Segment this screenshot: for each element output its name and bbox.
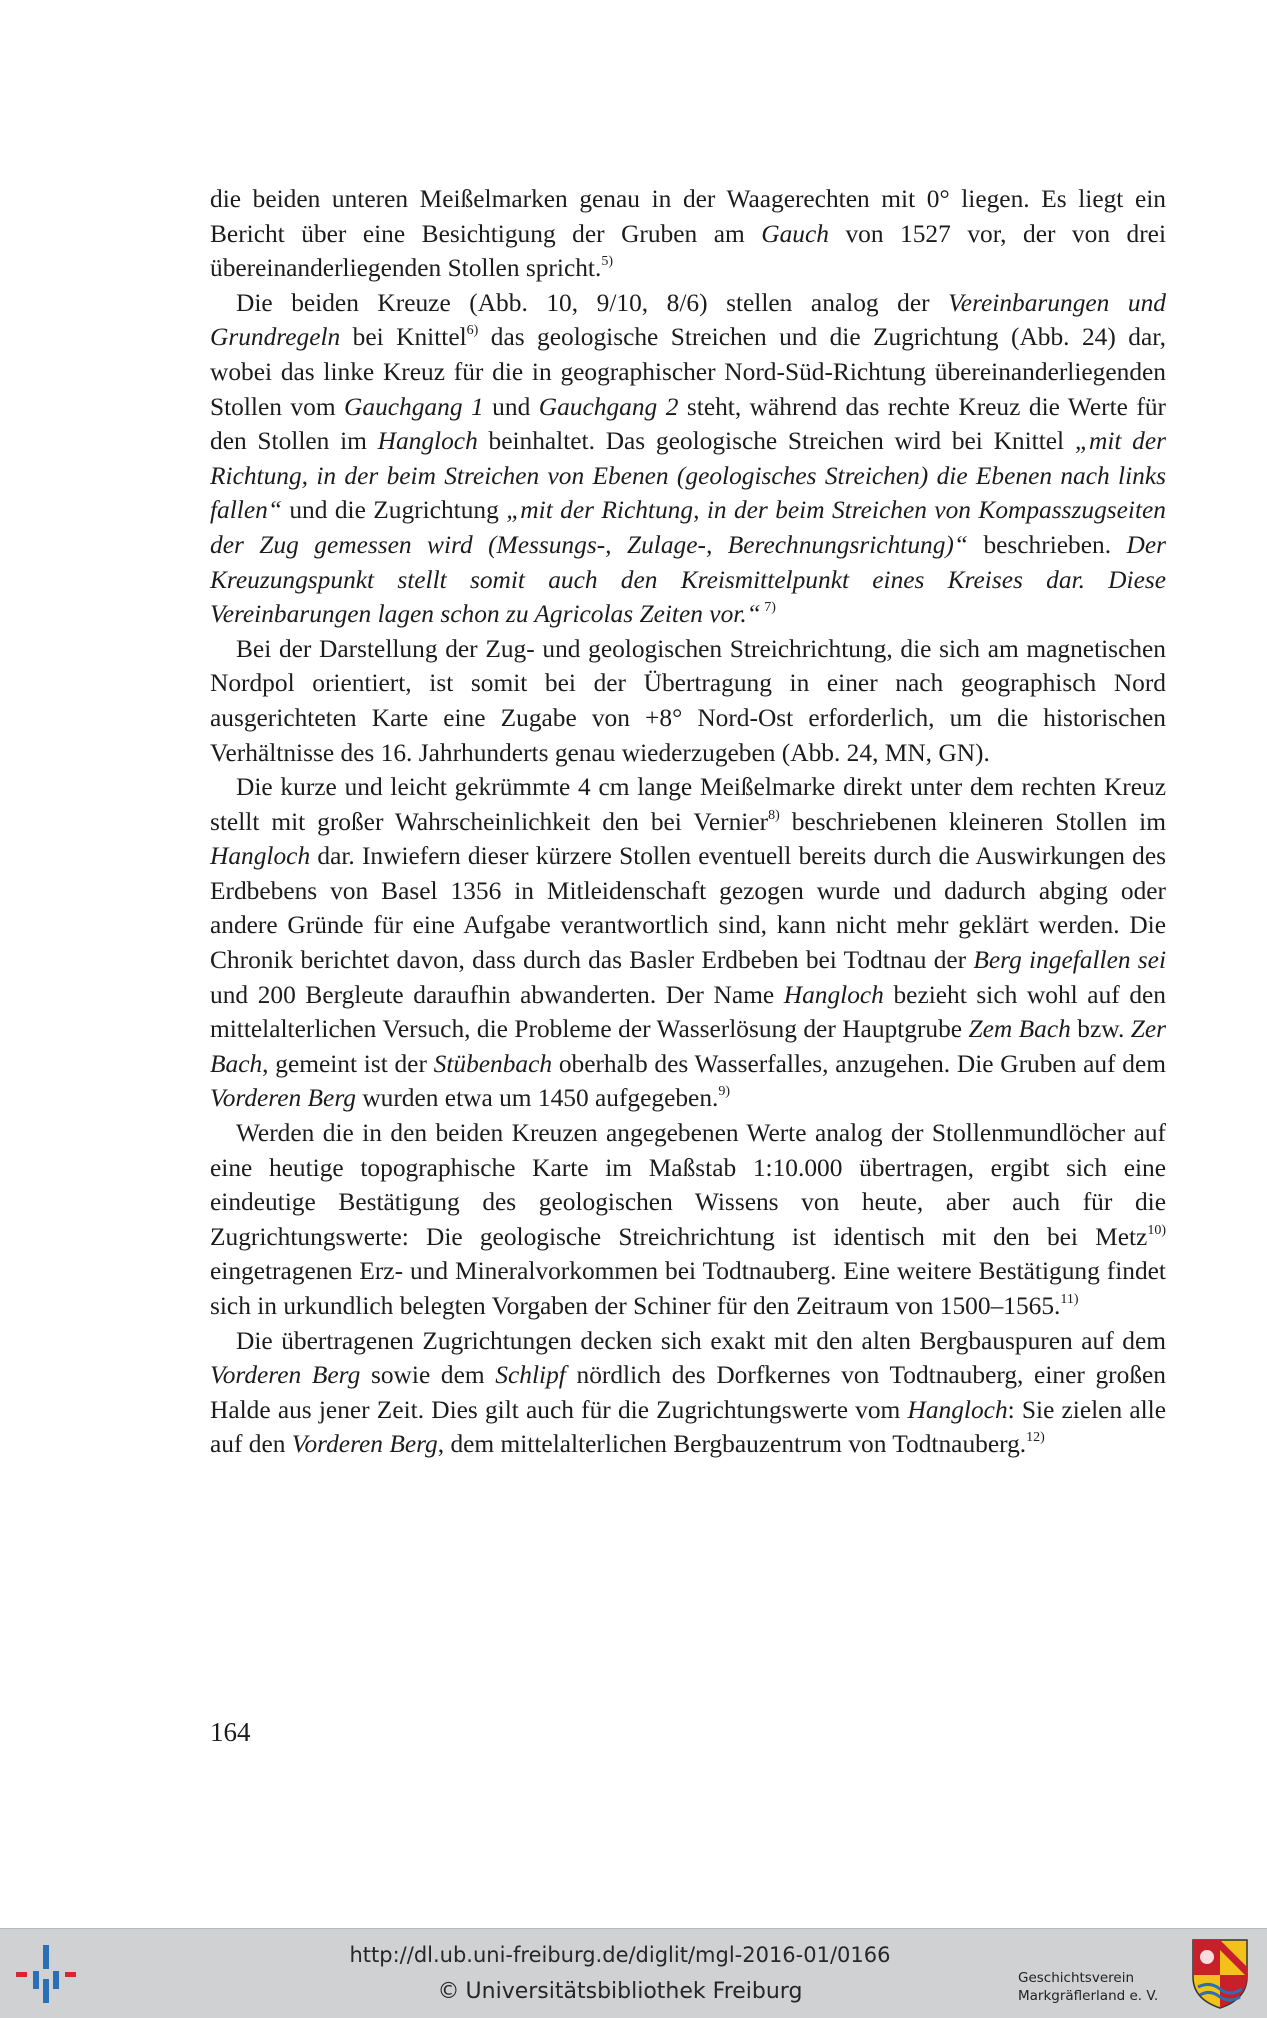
paragraph (210, 1116, 1166, 1324)
footer-url-link[interactable]: http://dl.ub.uni-freiburg.de/diglit/mgl-2016-01/0166 (349, 1943, 891, 1967)
text-segment: das geologische Streichen und die Zugrichtung (Abb. 24) dar, wobei das linke Kreuz für die in geographischer Nord-Süd-Richtung übereinanderliegenden Stollen vom (210, 323, 1167, 421)
paragraph (210, 1324, 1166, 1462)
society-name (1018, 1969, 1168, 2005)
coat-of-arms-icon (1190, 1937, 1250, 2011)
italic-text: Stübenbach (433, 1049, 553, 1078)
italic-text: Vorderen Berg (210, 1361, 361, 1390)
text-segment: bei Knittel (340, 323, 467, 352)
footnote-ref: 8) (768, 807, 780, 823)
italic-text: Zem Bach (968, 1015, 1071, 1044)
italic-text: Gauchgang 1 (344, 392, 484, 421)
text-segment: eingetragenen Erz- und Mineralvorkommen bei Todtnauberg. Eine weitere Bestätigung findet sich in urkundlich belegten Vorgaben der Schiner für den Zeitraum von 1500–1565. (210, 1257, 1166, 1320)
page-number: 164 (210, 1717, 251, 1747)
italic-text: Hangloch (783, 980, 884, 1009)
footnote-ref: 6) (466, 323, 479, 339)
text-segment: Die beiden Kreuze (Abb. 10, 9/10, 8/6) stellen analog der (236, 288, 949, 317)
text-segment: bezieht sich wohl auf den mittelalterlichen Versuch, die Probleme der Wasserlösung der Hauptgrube (210, 980, 1167, 1044)
text-segment: Die kurze und leicht gekrümmte 4 cm lange Meißelmarke direkt unter dem rechten Kreuz stellt mit großer Wahrscheinlichkeit den bei Vernier (210, 773, 1166, 836)
text-segment: die beiden unteren Meißelmarken genau in der Waagerechten mit 0° liegen. Es liegt ein Bericht über eine Besichtigung der Gruben am (210, 185, 1166, 248)
italic-text: Hangloch (210, 842, 311, 871)
text-segment: und die Zugrichtung (281, 496, 507, 525)
italic-text: Schlipf (495, 1361, 566, 1390)
italic-text: Gauch (761, 219, 829, 248)
body-text (210, 182, 1166, 1462)
text-segment: oberhalb des Wasserfalles, anzugehen. Die Gruben auf dem (552, 1049, 1166, 1078)
footnote-ref: 10) (1147, 1222, 1166, 1238)
italic-text: Berg ingefallen sei (973, 946, 1166, 975)
text-segment: bzw. (1070, 1015, 1131, 1044)
paragraph (210, 286, 1166, 632)
footer-bar (0, 1928, 1267, 2018)
text-segment: Die übertragenen Zugrichtungen decken sich exakt mit den alten Bergbauspuren auf dem (236, 1326, 1166, 1355)
footnote-ref: 5) (601, 254, 613, 270)
italic-text: „mit der Richtung, in der beim Streichen von Kompasszugseiten der Zug gemessen wird (Messungs-, Zulage-, Berechnungsrichtung)“ (210, 496, 1166, 559)
society-name-line1: Geschichtsverein (1018, 1970, 1134, 1986)
text-segment: , gemeint ist der (262, 1049, 434, 1078)
text-segment: steht, während das rechte Kreuz die Werte für den Stollen im (210, 392, 1166, 456)
italic-text: Hangloch (377, 427, 478, 456)
footer-copyright (320, 1979, 920, 2004)
footnote-ref: 7) (760, 600, 776, 616)
text-segment: dar. Inwiefern dieser kürzere Stollen eventuell bereits durch die Auswirkungen des Erdbebens von Basel 1356 in Mitleidenschaft gezogen wurde und dadurch abging oder andere Gründe für eine Aufgabe verantwortlich sind, kann nicht mehr geklärt werden. Die Chronik berichtet davon, dass durch das Basler Erdbeben bei Todtnau der (210, 842, 1166, 975)
italic-text: „mit der Richtung, in der beim Streichen von Ebenen (geologisches Streichen) die Ebenen nach links fallen“ (210, 427, 1167, 525)
italic-text: Vorderen Berg (291, 1430, 438, 1459)
paragraph (210, 182, 1166, 286)
text-segment: : Sie zielen alle auf den (210, 1395, 1166, 1459)
text-segment: wurden etwa um 1450 aufgegeben. (355, 1084, 719, 1113)
paragraph (210, 632, 1166, 770)
text-segment: nördlich des Dorfkernes von Todtnauberg, einer großen Halde aus jener Zeit. Dies gilt auch für die Zugrichtungswerte vom (210, 1361, 1166, 1424)
copyright-symbol: © (437, 1979, 460, 2004)
text-segment: von 1527 vor, der von drei übereinanderliegenden Stollen spricht. (210, 219, 1166, 283)
society-name-line2: Markgräflerland e. V. (1018, 1988, 1159, 2004)
footnote-ref: 9) (718, 1084, 731, 1100)
text-segment: , dem mittelalterlichen Bergbauzentrum von Todtnauberg. (437, 1430, 1027, 1459)
text-segment: und 200 Bergleute daraufhin abwanderten. Der Name (210, 980, 784, 1009)
text-segment: beschriebenen kleineren Stollen im (779, 807, 1166, 836)
copyright-text: Universitätsbibliothek Freiburg (465, 1979, 803, 2004)
italic-text: Hangloch (907, 1395, 1008, 1424)
footnote-ref: 11) (1060, 1292, 1079, 1307)
italic-text: Vorderen Berg (210, 1084, 356, 1113)
text-segment: Bei der Darstellung der Zug- und geologischen Streichrichtung, die sich am magnetischen Nordpol orientiert, ist somit bei der Übertragung in einer nach geographisch Nord ausgerichteten Karte eine Zugabe von +8° Nord-Ost erforderlich, um die historischen Verhältnisse des 16. Jahrhunderts genau wiederzugeben (Abb. 24, MN, GN). (210, 634, 1166, 767)
text-segment: und (483, 392, 539, 421)
text-segment: Werden die in den beiden Kreuzen angegebenen Werte analog der Stollenmundlöcher auf eine heutige topographische Karte im Maßstab 1:10.000 übertragen, ergibt sich eine eindeutige Bestätigung des geologischen Wissens von heute, aber auch für die Zugrichtungswerte: Die geologische Streichrichtung ist identisch mit den bei Metz (210, 1119, 1166, 1251)
text-segment: beschrieben. (967, 530, 1127, 559)
paragraph (210, 770, 1166, 1116)
text-segment: beinhaltet. Das geologische Streichen wird bei Knittel (477, 427, 1075, 456)
footnote-ref: 12) (1026, 1430, 1045, 1446)
ub-freiburg-logo-icon (12, 1941, 80, 2007)
italic-text: Der Kreuzungspunkt stellt somit auch den Kreismittelpunkt eines Kreises dar. Diese Vereinbarungen lagen schon zu Agricolas Zeiten vor.“ (210, 530, 1166, 629)
italic-text: Zer Bach (210, 1015, 1167, 1078)
italic-text: Vereinbarungen und Grundregeln (210, 288, 1166, 352)
italic-text: Gauchgang 2 (538, 392, 679, 421)
text-segment: sowie dem (360, 1361, 496, 1390)
